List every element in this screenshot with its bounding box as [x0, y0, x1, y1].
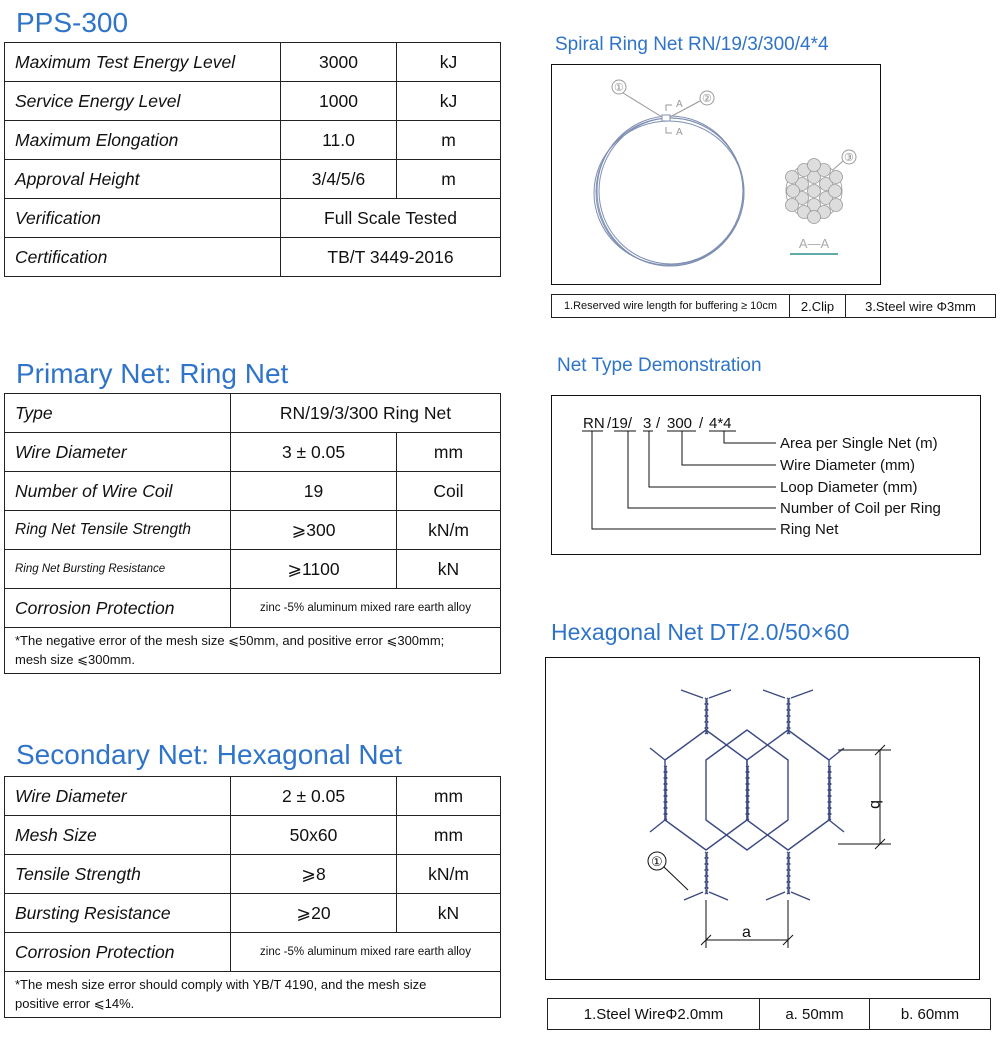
table-row [5, 589, 501, 628]
hex-figure [545, 657, 980, 980]
wire-strand [786, 171, 799, 184]
table-row [5, 816, 501, 855]
code-part-loop: 300 [667, 415, 693, 432]
table-row [5, 121, 501, 160]
primary-spec-table [4, 393, 501, 674]
mesh-wire [681, 690, 703, 698]
table-row [5, 777, 501, 816]
table-row [5, 855, 501, 894]
table-row [5, 472, 501, 511]
wire-strand [830, 199, 843, 212]
cable-cross-section [786, 159, 843, 224]
table-row [5, 894, 501, 933]
desc-wire: Wire Diameter (mm) [780, 457, 915, 474]
hex-legend-table [547, 998, 991, 1030]
row-label: Corrosion Protection [5, 933, 231, 972]
clip-mark [662, 115, 670, 121]
callout-2: ② [702, 93, 712, 105]
row-unit: m [397, 160, 501, 199]
note-line: *The negative error of the mesh size ⩽50mm, and positive error ⩽300mm; [15, 633, 445, 648]
wire-strand [808, 211, 821, 224]
wire-strand [830, 171, 843, 184]
row-label: Wire Diameter [5, 777, 231, 816]
row-value: 3000 [281, 43, 397, 82]
row-value: 1000 [281, 82, 397, 121]
callout-1: ① [614, 82, 624, 94]
row-value: zinc -5% aluminum mixed rare earth alloy [231, 933, 501, 972]
table-note-row [5, 628, 501, 674]
row-unit: kJ [397, 82, 501, 121]
row-unit: mm [397, 777, 501, 816]
section-label: A—A [798, 236, 830, 251]
section-marker-top: A [676, 99, 683, 110]
desc-coil: Number of Coil per Ring [780, 500, 941, 517]
mesh-wire [650, 748, 665, 760]
row-value: 50x60 [231, 816, 397, 855]
row-value: RN/19/3/300 Ring Net [231, 394, 501, 433]
mesh-wire [709, 892, 728, 900]
table-row [5, 933, 501, 972]
row-value: ⩾8 [231, 855, 397, 894]
legend-item: 3.Steel wire Φ3mm [846, 295, 996, 318]
row-unit: kN/m [397, 855, 501, 894]
legend-item: b. 60mm [870, 999, 991, 1030]
row-label: Certification [5, 238, 281, 277]
row-label: Maximum Elongation [5, 121, 281, 160]
row-unit: mm [397, 816, 501, 855]
demo-figure [551, 395, 981, 555]
mesh-wire [650, 820, 665, 832]
row-label: Verification [5, 199, 281, 238]
row-label: Ring Net Bursting Resistance [5, 550, 231, 589]
row-value: ⩾20 [231, 894, 397, 933]
table-note-row [5, 972, 501, 1018]
ring-wire [599, 118, 743, 264]
row-label: Tensile Strength [5, 855, 231, 894]
table-note [5, 972, 501, 1018]
hex-title: Hexagonal Net DT/2.0/50×60 [551, 619, 850, 645]
desc-area: Area per Single Net (m) [780, 435, 938, 452]
row-unit: Coil [397, 472, 501, 511]
legend-item: 2.Clip [790, 295, 846, 318]
note-line: positive error ⩽14%. [15, 996, 135, 1011]
legend-item: a. 50mm [760, 999, 870, 1030]
table-row [552, 295, 996, 318]
row-label: Service Energy Level [5, 82, 281, 121]
code-part-area: 4*4 [709, 415, 732, 432]
legend-item: 1.Steel WireΦ2.0mm [548, 999, 760, 1030]
table-row [5, 394, 501, 433]
row-label: Type [5, 394, 231, 433]
wire-strand [787, 185, 800, 198]
desc-loop: Loop Diameter (mm) [780, 479, 918, 496]
table-row [5, 82, 501, 121]
callout-3: ③ [844, 152, 854, 164]
mesh-wire [791, 690, 813, 698]
table-row [5, 43, 501, 82]
demo-drawing [552, 396, 980, 554]
row-value: 11.0 [281, 121, 397, 160]
secondary-spec-table [4, 776, 501, 1018]
row-unit: kN/m [397, 511, 501, 550]
mesh-wire [791, 892, 810, 900]
row-unit: kJ [397, 43, 501, 82]
row-unit: kN [397, 894, 501, 933]
wire-strand [808, 185, 821, 198]
row-label: Mesh Size [5, 816, 231, 855]
code-part-wire: 3 [643, 415, 652, 432]
row-label: Wire Diameter [5, 433, 231, 472]
section-marker-bottom: A [676, 127, 683, 138]
demo-title: Net Type Demonstration [557, 355, 762, 376]
wire-strand [808, 159, 821, 172]
desc-ringnet: Ring Net [780, 521, 839, 538]
row-value: 19 [231, 472, 397, 511]
table-row [5, 511, 501, 550]
primary-title: Primary Net: Ring Net [16, 358, 289, 389]
code-part-sep: / [656, 415, 661, 432]
mesh-wire [829, 820, 844, 832]
table-row [5, 550, 501, 589]
code-part-coil: /19/ [607, 415, 633, 432]
pps-spec-table [4, 42, 501, 277]
row-label: Corrosion Protection [5, 589, 231, 628]
mesh-wire [763, 690, 785, 698]
code-part-sep: / [699, 415, 704, 432]
row-label: Approval Height [5, 160, 281, 199]
dim-a-label: a [742, 924, 751, 941]
row-value: 3/4/5/6 [281, 160, 397, 199]
hex-mesh [650, 690, 844, 900]
spiral-title: Spiral Ring Net RN/19/3/300/4*4 [555, 34, 829, 55]
row-value: TB/T 3449-2016 [281, 238, 501, 277]
row-label: Bursting Resistance [5, 894, 231, 933]
pps-title: PPS-300 [16, 7, 129, 38]
row-label: Ring Net Tensile Strength [5, 511, 231, 550]
row-unit: kN [397, 550, 501, 589]
secondary-title: Secondary Net: Hexagonal Net [16, 739, 402, 770]
wire-strand [829, 185, 842, 198]
dim-b-label: b [867, 800, 884, 809]
mesh-wire [766, 892, 785, 900]
row-value: ⩾1100 [231, 550, 397, 589]
spiral-legend-table [551, 294, 996, 318]
mesh-wire [709, 690, 731, 698]
table-note [5, 628, 501, 674]
row-label: Number of Wire Coil [5, 472, 231, 511]
row-unit: m [397, 121, 501, 160]
row-value: Full Scale Tested [281, 199, 501, 238]
table-row [548, 999, 991, 1030]
row-value: ⩾300 [231, 511, 397, 550]
note-line: mesh size ⩽300mm. [15, 652, 135, 667]
row-value: 3 ± 0.05 [231, 433, 397, 472]
spiral-figure [551, 64, 881, 285]
row-label: Maximum Test Energy Level [5, 43, 281, 82]
row-value: 2 ± 0.05 [231, 777, 397, 816]
table-row [5, 433, 501, 472]
note-line: *The mesh size error should comply with YB/T 4190, and the mesh size [15, 977, 427, 992]
legend-item: 1.Reserved wire length for buffering ≥ 10cm [552, 295, 790, 318]
hex-drawing [546, 658, 978, 978]
row-value: zinc -5% aluminum mixed rare earth alloy [231, 589, 501, 628]
spiral-drawing [552, 65, 879, 283]
table-row [5, 199, 501, 238]
table-row [5, 238, 501, 277]
wire-strand [786, 199, 799, 212]
table-row [5, 160, 501, 199]
callout-1: ① [651, 854, 663, 869]
mesh-wire [684, 892, 703, 900]
row-unit: mm [397, 433, 501, 472]
code-part-rn: RN [583, 415, 605, 432]
